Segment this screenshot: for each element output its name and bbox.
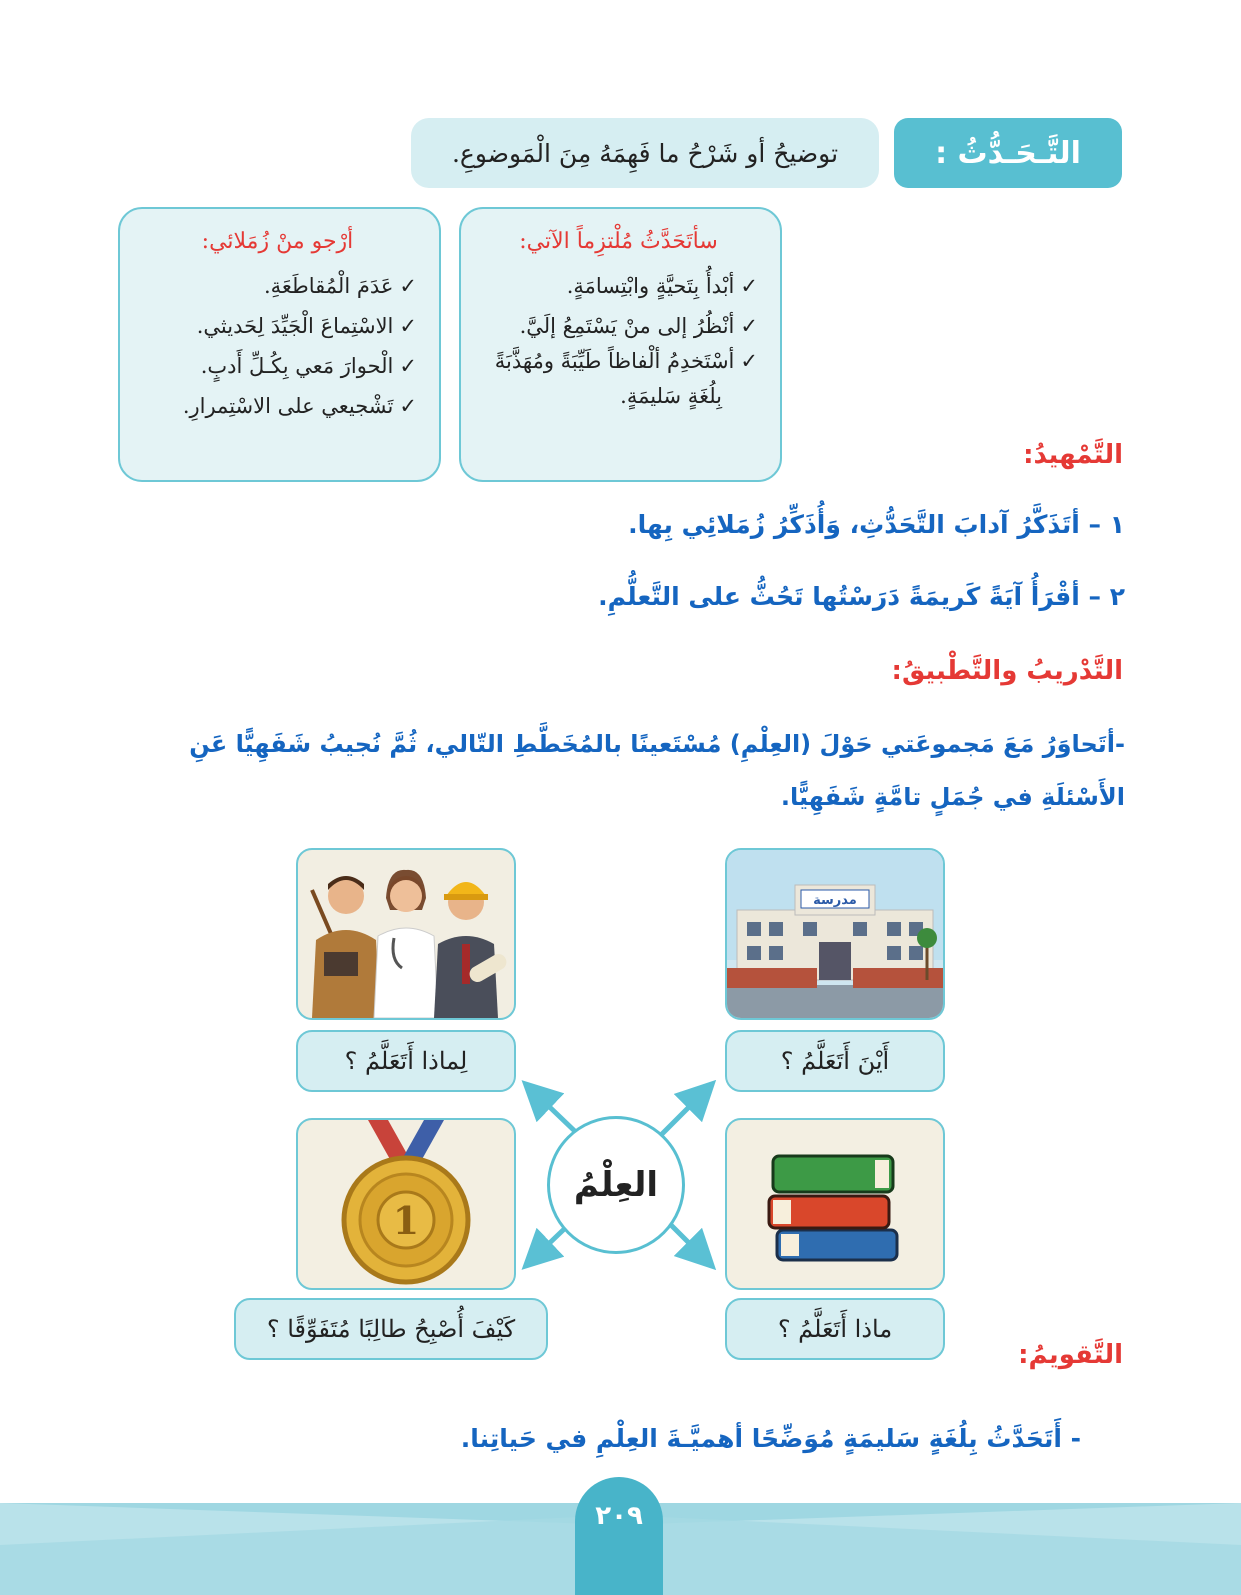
list-item: ✓أبْدأُ بِتَحيَّةٍ وابْتِسامَةٍ. — [566, 274, 758, 298]
question-how: كَيْفَ أُصْبِحُ طالِبًا مُتَفَوِّقًا ؟ — [234, 1298, 548, 1360]
rules-self-title: سأتَحَدَّثُ مُلْتزِماً الآتي: — [519, 229, 718, 254]
rules-peers-box — [118, 207, 441, 482]
practice-line-1: -أتَحاوَرُ مَعَ مَجموعَتي حَوْلَ (العِلْمِ) مُسْتَعينًا بالمُخَطَّطِ التّالي، ثُمَّ نُجيبُ شَفَهِيًّا عَنِ — [189, 730, 1125, 758]
check-icon: ✓ — [399, 354, 417, 378]
intro-item-1: ١ – أتَذَكَّرُ آدابَ التَّحَدُّثِ، وَأُذَكِّرُ زُمَلائِي بِها. — [628, 510, 1125, 539]
question-where: أَيْنَ أَتَعَلَّمُ ؟ — [725, 1030, 945, 1092]
check-icon: ✓ — [740, 274, 758, 298]
evaluation-title: التَّقويمُ: — [1018, 1340, 1123, 1370]
professionals-image — [296, 848, 516, 1020]
medal-image — [296, 1118, 516, 1290]
books-illustration — [727, 1120, 943, 1288]
check-icon: ✓ — [399, 274, 417, 298]
mindmap-center: العِلْمُ — [547, 1116, 685, 1254]
rules-peers-title: أرْجو منْ زُمَلائي: — [201, 229, 354, 254]
section-badge: التَّـحَـدُّثُ : — [894, 118, 1122, 188]
list-item: ✓الاسْتِماعَ الْجَيِّدَ لِحَديثي. — [196, 314, 417, 338]
question-what: ماذا أَتَعَلَّمُ ؟ — [725, 1298, 945, 1360]
check-icon: ✓ — [399, 394, 417, 418]
list-item: بِلُغَةٍ سَليمَةٍ. — [620, 384, 722, 408]
school-illustration — [727, 850, 943, 1018]
practice-title: التَّدْريبُ والتَّطْبيقُ: — [891, 656, 1123, 686]
evaluation-line: - أَتَحَدَّثُ بِلُغَةٍ سَليمَةٍ مُوَضِّحًا أهميَّـةَ العِلْمِ في حَياتِنا. — [460, 1424, 1081, 1453]
check-icon: ✓ — [740, 349, 758, 373]
check-icon: ✓ — [740, 314, 758, 338]
professionals-illustration — [298, 850, 514, 1018]
list-item: ✓الْحوارَ مَعي بِكُـلِّ أَدبٍ. — [200, 354, 417, 378]
list-item: ✓أنْظُرُ إلى منْ يَسْتَمِعُ إلَيَّ. — [519, 314, 758, 338]
page-number: ٢٠٩ — [575, 1477, 663, 1595]
books-image — [725, 1118, 945, 1290]
school-sign-text: مدرسة — [813, 893, 857, 908]
question-why: لِماذا أَتَعَلَّمُ ؟ — [296, 1030, 516, 1092]
intro-item-2: ٢ – أقْرَأُ آيَةً كَريمَةً دَرَسْتُها تَحُثُّ على التَّعلُّمِ. — [598, 582, 1125, 611]
section-description: توضيحُ أو شَرْحُ ما فَهِمَهُ مِنَ الْمَوضوعِ. — [411, 118, 879, 188]
school-image — [725, 848, 945, 1020]
list-item: ✓أسْتَخدِمُ ألْفاظاً طَيِّبَةً ومُهَذَّبَةً — [494, 349, 758, 373]
list-item: ✓عَدَمَ الْمُقاطَعَةِ. — [263, 274, 417, 298]
check-icon: ✓ — [399, 314, 417, 338]
medal-number: 1 — [392, 1198, 420, 1243]
rules-self-box — [459, 207, 782, 482]
practice-line-2: الأَسْئلَةِ في جُمَلٍ تامَّةٍ شَفَهِيًّا. — [780, 783, 1125, 811]
medal-illustration — [298, 1120, 514, 1288]
intro-title: التَّمْهيدُ: — [1023, 440, 1123, 470]
list-item: ✓تَشْجيعي على الاسْتِمرارِ. — [182, 394, 417, 418]
